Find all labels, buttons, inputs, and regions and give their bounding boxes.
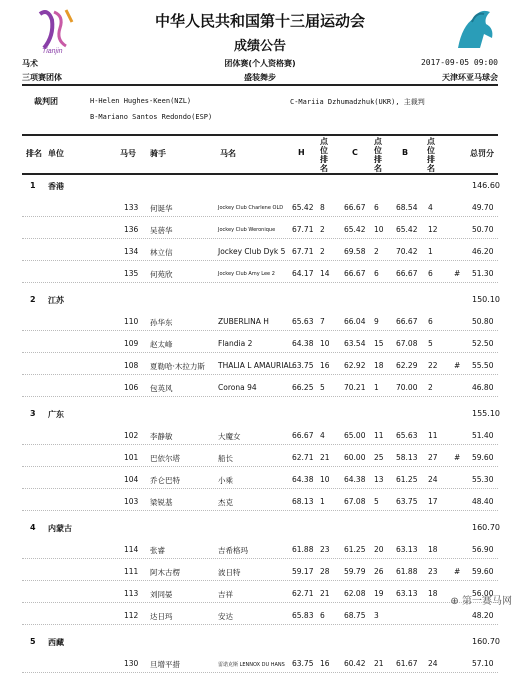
col-b: B [402, 148, 409, 157]
c-score: 62.08 [344, 589, 366, 598]
c-score: 67.08 [344, 497, 366, 506]
col-c: C [352, 148, 358, 157]
team-rank: 5 [30, 637, 36, 646]
h-rank: 2 [320, 225, 325, 234]
row-divider [22, 260, 498, 261]
horse-name: 波日特 [218, 568, 241, 577]
row-divider [22, 396, 498, 397]
team-unit: 西藏 [48, 638, 64, 647]
table-row [0, 377, 520, 397]
wechat-icon: ⊕ [450, 596, 459, 607]
rider-name: 乔仑巴特 [150, 476, 180, 485]
b-score: 70.42 [396, 247, 418, 256]
h-score: 62.71 [292, 589, 314, 598]
rider-name: 刘同晏 [150, 590, 173, 599]
rider-name: 吴蓓华 [150, 226, 173, 235]
b-rank: 18 [428, 589, 438, 598]
horse-no: 113 [124, 589, 139, 598]
jury-b: B-Mariano Santos Redondo(ESP) [90, 113, 213, 121]
rider-name: 赵太峰 [150, 340, 173, 349]
horse-no: 109 [124, 339, 139, 348]
team-total: 150.10 [472, 295, 500, 304]
h-rank: 10 [320, 475, 330, 484]
horse-name: Flandia 2 [218, 339, 253, 348]
h-rank: 1 [320, 497, 325, 506]
horse-name: 大魔女 [218, 432, 241, 441]
sport-label: 马术 [22, 59, 38, 68]
horse-no: 110 [124, 317, 139, 326]
h-score: 65.42 [292, 203, 314, 212]
b-score: 70.00 [396, 383, 418, 392]
horse-name: 吉祥 [218, 590, 233, 599]
table-row [0, 605, 520, 625]
rider-name: 林立信 [150, 248, 173, 257]
row-divider [22, 216, 498, 217]
h-score: 64.38 [292, 475, 314, 484]
b-score: 63.75 [396, 497, 418, 506]
h-score: 67.71 [292, 225, 314, 234]
b-score: 61.25 [396, 475, 418, 484]
horse-name: Corona 94 [218, 383, 257, 392]
b-rank: 17 [428, 497, 438, 506]
horse-no: 112 [124, 611, 139, 620]
penalty: 56.00 [472, 589, 494, 598]
team-rank: 1 [30, 181, 36, 190]
horse-no: 136 [124, 225, 139, 234]
rider-name: 巴依尔塔 [150, 454, 180, 463]
b-score: 63.13 [396, 589, 418, 598]
c-score: 61.25 [344, 545, 366, 554]
horse-name: ZUBERLINA H [218, 317, 269, 326]
b-rank: 27 [428, 453, 438, 462]
b-rank: 4 [428, 203, 433, 212]
rider-name: 阿木古楞 [150, 568, 180, 577]
team-unit: 香港 [48, 182, 64, 191]
penalty: 50.70 [472, 225, 494, 234]
row-divider [22, 580, 498, 581]
table-row [0, 561, 520, 581]
b-score: 66.67 [396, 317, 418, 326]
col-h-rank: 点位排名 [320, 137, 328, 173]
horse-name: Jockey Club Charlene OLD [218, 205, 284, 211]
penalty: 59.60 [472, 453, 494, 462]
jury-c: C-Mariia Dzhumadzhuk(UKR), 主裁判 [290, 98, 425, 106]
table-row [0, 583, 520, 603]
col-unit: 单位 [48, 149, 64, 158]
penalty: 57.10 [472, 659, 494, 668]
h-score: 61.88 [292, 545, 314, 554]
horse-name: 吉希格玛 [218, 546, 248, 555]
penalty: 59.60 [472, 567, 494, 576]
b-score: 63.13 [396, 545, 418, 554]
team-row [0, 631, 520, 651]
table-row [0, 425, 520, 445]
c-score: 64.38 [344, 475, 366, 484]
c-score: 63.54 [344, 339, 366, 348]
horse-no: 108 [124, 361, 139, 370]
c-rank: 1 [374, 383, 379, 392]
row-divider [22, 558, 498, 559]
watermark: ⊕ 第一赛马网 [450, 596, 512, 607]
jury-label: 裁判团 [34, 97, 58, 106]
c-rank: 19 [374, 589, 384, 598]
c-score: 70.21 [344, 383, 366, 392]
rider-name: 何诞华 [150, 204, 173, 213]
h-score: 64.38 [292, 339, 314, 348]
h-rank: 7 [320, 317, 325, 326]
table-row [0, 539, 520, 559]
horse-no: 106 [124, 383, 139, 392]
table-row [0, 197, 520, 217]
b-rank: 6 [428, 317, 433, 326]
horse-no: 135 [124, 269, 139, 278]
col-c-rank: 点位排名 [374, 137, 382, 173]
b-rank: 5 [428, 339, 433, 348]
b-rank: 12 [428, 225, 438, 234]
row-divider [22, 602, 498, 603]
page-title: 中华人民共和国第十三届运动会 [154, 12, 365, 30]
c-rank: 21 [374, 659, 384, 668]
row-divider [22, 624, 498, 625]
c-rank: 6 [374, 269, 379, 278]
drop-mark: # [454, 567, 461, 576]
c-score: 60.42 [344, 659, 366, 668]
b-score: 68.54 [396, 203, 418, 212]
penalty: 50.80 [472, 317, 494, 326]
row-divider [22, 330, 498, 331]
h-rank: 5 [320, 383, 325, 392]
penalty: 55.30 [472, 475, 494, 484]
penalty: 48.20 [472, 611, 494, 620]
rider-name: 张睿 [150, 546, 165, 555]
c-rank: 3 [374, 611, 379, 620]
h-score: 67.71 [292, 247, 314, 256]
h-rank: 4 [320, 431, 325, 440]
b-score: 67.08 [396, 339, 418, 348]
c-rank: 5 [374, 497, 379, 506]
drop-mark: # [454, 453, 461, 462]
c-rank: 9 [374, 317, 379, 326]
team-total: 146.60 [472, 181, 500, 190]
penalty: 49.70 [472, 203, 494, 212]
c-rank: 25 [374, 453, 384, 462]
team-total: 155.10 [472, 409, 500, 418]
col-rider: 骑手 [150, 149, 166, 158]
team-unit: 江苏 [48, 296, 64, 305]
b-score: 66.67 [396, 269, 418, 278]
c-score: 62.92 [344, 361, 366, 370]
h-rank: 23 [320, 545, 330, 554]
row-divider [22, 238, 498, 239]
col-h: H [298, 148, 305, 157]
c-rank: 15 [374, 339, 384, 348]
b-score: 62.29 [396, 361, 418, 370]
c-score: 66.04 [344, 317, 366, 326]
svg-text:Tianjin: Tianjin [42, 48, 63, 55]
row-divider [22, 352, 498, 353]
results-table [0, 175, 520, 669]
b-rank: 18 [428, 545, 438, 554]
team-unit: 广东 [48, 410, 64, 419]
table-row [0, 653, 520, 673]
h-score: 66.25 [292, 383, 314, 392]
team-row [0, 289, 520, 309]
h-rank: 8 [320, 203, 325, 212]
b-score: 61.88 [396, 567, 418, 576]
h-rank: 16 [320, 659, 330, 668]
h-rank: 2 [320, 247, 325, 256]
b-rank: 1 [428, 247, 433, 256]
table-row [0, 263, 520, 283]
c-score: 69.58 [344, 247, 366, 256]
penalty: 46.20 [472, 247, 494, 256]
rider-name: 孙华东 [150, 318, 173, 327]
h-score: 65.63 [292, 317, 314, 326]
c-score: 65.00 [344, 431, 366, 440]
col-horse: 马名 [220, 149, 236, 158]
row-divider [22, 444, 498, 445]
horse-no: 114 [124, 545, 139, 554]
row-divider [22, 510, 498, 511]
team-total: 160.70 [472, 637, 500, 646]
penalty: 46.80 [472, 383, 494, 392]
horse-name: THALIA L AMAURIAL [218, 361, 293, 370]
h-score: 59.17 [292, 567, 314, 576]
b-score: 65.42 [396, 225, 418, 234]
horse-no: 111 [124, 567, 139, 576]
b-score: 65.63 [396, 431, 418, 440]
c-rank: 6 [374, 203, 379, 212]
c-rank: 18 [374, 361, 384, 370]
col-penalty: 总罚分 [470, 149, 494, 158]
penalty: 48.40 [472, 497, 494, 506]
penalty: 56.90 [472, 545, 494, 554]
horse-name: 杰克 [218, 498, 233, 507]
c-score: 66.67 [344, 269, 366, 278]
horse-name: 雷诺克斯 LENNOX DU HANS [218, 662, 285, 668]
col-rank: 排名 [26, 149, 42, 158]
team-row [0, 403, 520, 423]
c-rank: 26 [374, 567, 384, 576]
row-divider [22, 466, 498, 467]
horse-no: 103 [124, 497, 139, 506]
team-rank: 3 [30, 409, 36, 418]
b-rank: 6 [428, 269, 433, 278]
venue-label: 天津环亚马球会 [442, 73, 498, 82]
penalty: 51.40 [472, 431, 494, 440]
row-divider [22, 282, 498, 283]
table-row [0, 333, 520, 353]
table-row [0, 311, 520, 331]
event-label: 三项赛团体 [22, 73, 62, 82]
date-time: 2017-09-05 09:00 [420, 58, 498, 67]
horse-no: 104 [124, 475, 139, 484]
equestrian-logo [450, 4, 500, 54]
h-score: 64.17 [292, 269, 314, 278]
h-rank: 6 [320, 611, 325, 620]
horse-name: 小乘 [218, 476, 233, 485]
col-b-rank: 点位排名 [427, 137, 435, 173]
row-divider [22, 488, 498, 489]
team-total: 160.70 [472, 523, 500, 532]
horse-no: 102 [124, 431, 139, 440]
b-score: 61.67 [396, 659, 418, 668]
phase-label: 盛装舞步 [244, 73, 276, 82]
table-row [0, 491, 520, 511]
col-horse-no: 马号 [120, 149, 136, 158]
c-score: 65.42 [344, 225, 366, 234]
c-rank: 2 [374, 247, 379, 256]
c-rank: 13 [374, 475, 384, 484]
table-header [0, 135, 520, 173]
c-score: 68.75 [344, 611, 366, 620]
b-rank: 24 [428, 659, 438, 668]
h-rank: 28 [320, 567, 330, 576]
penalty: 52.50 [472, 339, 494, 348]
c-score: 60.00 [344, 453, 366, 462]
horse-no: 101 [124, 453, 139, 462]
rider-name: 李静敏 [150, 432, 173, 441]
c-rank: 10 [374, 225, 384, 234]
h-score: 63.75 [292, 659, 314, 668]
h-score: 62.71 [292, 453, 314, 462]
table-row [0, 447, 520, 467]
team-row [0, 517, 520, 537]
b-rank: 23 [428, 567, 438, 576]
table-row [0, 241, 520, 261]
drop-mark: # [454, 269, 461, 278]
c-rank: 11 [374, 431, 384, 440]
h-rank: 14 [320, 269, 330, 278]
h-rank: 21 [320, 453, 330, 462]
competition-label: 团体赛(个人资格赛) [224, 59, 296, 68]
row-divider [22, 374, 498, 375]
c-score: 66.67 [344, 203, 366, 212]
c-score: 59.79 [344, 567, 366, 576]
drop-mark: # [454, 361, 461, 370]
h-score: 63.75 [292, 361, 314, 370]
table-row [0, 355, 520, 375]
penalty: 51.30 [472, 269, 494, 278]
horse-no: 133 [124, 203, 139, 212]
b-rank: 24 [428, 475, 438, 484]
horse-name: Jockey Club Dyk 5 [218, 247, 286, 256]
rider-name: 达日玛 [150, 612, 173, 621]
jury-h: H-Helen Hughes-Keen(NZL) [90, 97, 192, 105]
rider-name: 梁锐基 [150, 498, 173, 507]
b-score: 58.13 [396, 453, 418, 462]
h-rank: 21 [320, 589, 330, 598]
h-rank: 10 [320, 339, 330, 348]
h-score: 68.13 [292, 497, 314, 506]
horse-name: Jockey Club Weronique [218, 227, 276, 233]
table-row [0, 219, 520, 239]
team-unit: 内蒙古 [48, 524, 72, 533]
team-rank: 4 [30, 523, 36, 532]
table-row [0, 469, 520, 489]
h-score: 65.83 [292, 611, 314, 620]
rider-name: 包英风 [150, 384, 173, 393]
h-score: 66.67 [292, 431, 314, 440]
horse-name: Jockey Club Amy Lee 2 [218, 271, 275, 277]
header-divider [22, 84, 498, 86]
team-rank: 2 [30, 295, 36, 304]
horse-no: 130 [124, 659, 139, 668]
horse-name: 安达 [218, 612, 233, 621]
team-row [0, 175, 520, 195]
b-rank: 22 [428, 361, 438, 370]
c-rank: 20 [374, 545, 384, 554]
rider-name: 何苑欣 [150, 270, 173, 279]
page-subtitle: 成绩公告 [233, 39, 286, 54]
b-rank: 2 [428, 383, 433, 392]
h-rank: 16 [320, 361, 330, 370]
horse-name: 船长 [218, 454, 233, 463]
horse-no: 134 [124, 247, 139, 256]
penalty: 55.50 [472, 361, 494, 370]
rider-name: 旦增平措 [150, 660, 180, 669]
b-rank: 11 [428, 431, 438, 440]
rider-name: 夏勒哈·木拉力斯 [150, 362, 205, 371]
